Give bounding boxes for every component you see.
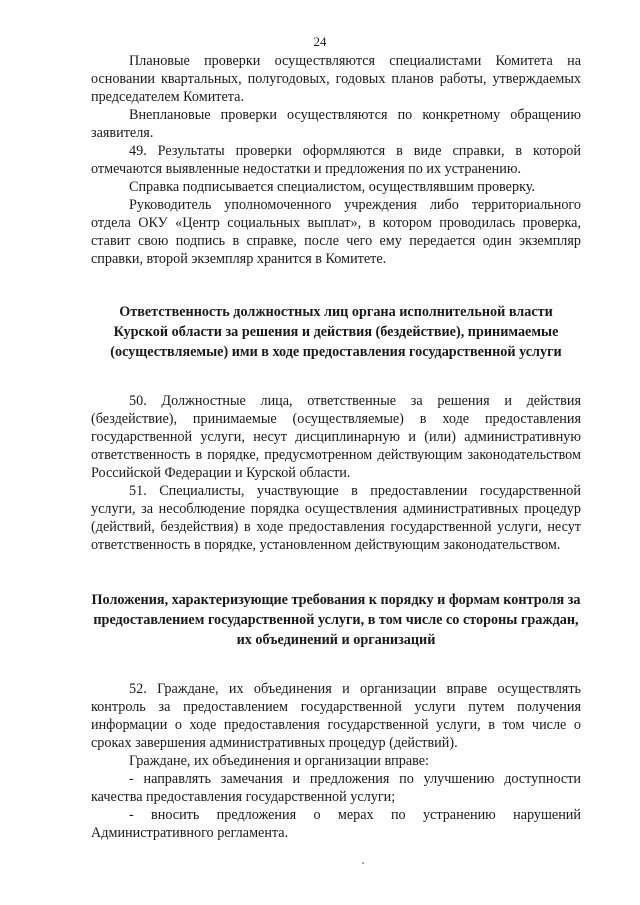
list-item: - вносить предложения о мерах по устранению нарушений Административного регламента. bbox=[91, 807, 581, 841]
paragraph: 50. Должностные лица, ответственные за решения и действия (бездействие), принимаемые (осуществляемые) в ходе предоставления государственной услуги, несут дисциплинарную и (или) административную ответственность в порядке, предусмотренном действующим законодательством Российской Федерации и Курской области. bbox=[91, 393, 581, 481]
paragraph: Внеплановые проверки осуществляются по конкретному обращению заявителя. bbox=[91, 107, 581, 141]
paragraph: 52. Граждане, их объединения и организации вправе осуществлять контроль за предоставлением государственной услуги путем получения информации о ходе предоставления государственной услуги, в том числе о сроках завершения административных процедур (действий). bbox=[91, 681, 581, 751]
paragraph: Руководитель уполномоченного учреждения либо территориального отдела ОКУ «Центр социальных выплат», в котором проводилась проверка, ставит свою подпись в справке, после чего ему передается один экземпляр справки, второй экземпляр хранится в Комитете. bbox=[91, 197, 581, 267]
section-heading: Ответственность должностных лиц органа исполнительной власти Курской области за решения и действия (бездействие), принимаемые (осуществляемые) ими в ходе предоставления государственной услуги bbox=[110, 304, 562, 360]
paragraph: 49. Результаты проверки оформляются в виде справки, в которой отмечаются выявленные недостатки и предложения по их устранению. bbox=[91, 143, 581, 177]
spacer bbox=[91, 362, 581, 392]
paragraph: Плановые проверки осуществляются специалистами Комитета на основании квартальных, полугодовых, годовых планов работы, утверждаемых председателем Комитета. bbox=[91, 53, 581, 105]
spacer bbox=[91, 554, 581, 590]
document-body bbox=[91, 52, 581, 842]
spacer bbox=[91, 650, 581, 680]
paragraph: Справка подписывается специалистом, осуществлявшим проверку. bbox=[129, 179, 535, 195]
list-item: - направлять замечания и предложения по улучшению доступности качества предоставления государственной услуги; bbox=[91, 771, 581, 805]
section-heading: Положения, характеризующие требования к порядку и формам контроля за предоставлением государственной услуги, в том числе со стороны граждан, их объединений и организаций bbox=[91, 592, 581, 648]
scan-speck bbox=[362, 862, 364, 864]
paragraph: Граждане, их объединения и организации вправе: bbox=[129, 753, 429, 769]
paragraph: 51. Специалисты, участвующие в предоставлении государственной услуги, за несоблюдение порядка осуществления административных процедур (действий, бездействия) в ходе предоставления государственной услуги, несут ответственность в порядке, установленном действующим законодательством. bbox=[91, 483, 581, 553]
page-number: 24 bbox=[313, 34, 327, 49]
spacer bbox=[91, 268, 581, 302]
